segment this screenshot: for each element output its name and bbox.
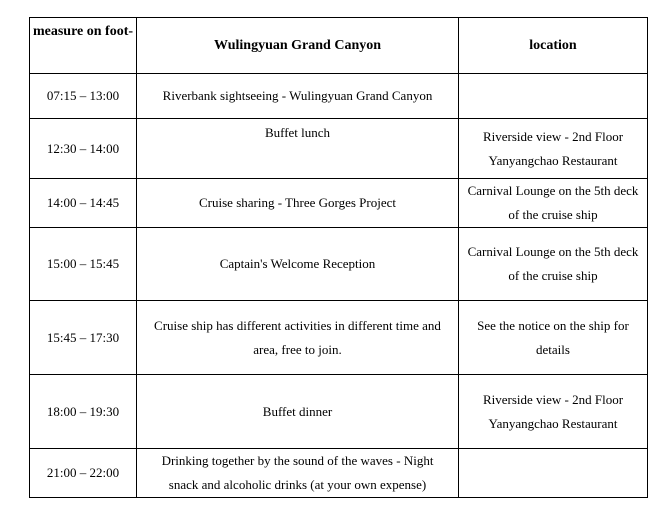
activity-text: Cruise sharing - Three Gorges Project <box>199 195 396 210</box>
table-row <box>30 119 648 179</box>
activity-text: Captain's Welcome Reception <box>219 256 376 271</box>
table-row <box>30 179 648 228</box>
time-text: 14:00 – 14:45 <box>46 195 120 210</box>
activity-cell <box>137 301 459 375</box>
time-cell <box>30 119 137 179</box>
time-text: 15:00 – 15:45 <box>46 256 120 271</box>
time-text: 12:30 – 14:00 <box>46 140 120 156</box>
location-cell <box>459 449 648 498</box>
location-text-line: Yanyangchao Restaurant <box>488 415 618 431</box>
time-cell <box>30 301 137 375</box>
table-row <box>30 375 648 449</box>
activity-text-line: Cruise ship has different activities in different time and <box>154 317 441 333</box>
location-text-line: See the notice on the ship for <box>477 317 629 333</box>
table-header-row <box>30 18 648 74</box>
activity-cell <box>137 74 459 119</box>
header-time-label: measure on foot- <box>32 24 134 39</box>
location-cell <box>459 228 648 301</box>
location-cell <box>459 375 648 449</box>
time-text: 15:45 – 17:30 <box>46 329 120 345</box>
location-text-line: Carnival Lounge on the 5th deck <box>467 244 639 259</box>
activity-text-line: area, free to join. <box>253 341 342 357</box>
activity-cell <box>137 179 459 228</box>
time-text: 21:00 – 22:00 <box>46 465 120 480</box>
location-text-line: Carnival Lounge on the 5th deck <box>467 183 639 198</box>
location-text-line: Riverside view - 2nd Floor <box>482 391 624 407</box>
activity-text-line: snack and alcoholic drinks (at your own expense) <box>168 477 427 492</box>
table-row <box>30 74 648 119</box>
table-row <box>30 228 648 301</box>
time-cell <box>30 449 137 498</box>
time-cell <box>30 228 137 301</box>
time-cell <box>30 179 137 228</box>
header-location-cell <box>459 18 648 74</box>
location-cell <box>459 179 648 228</box>
activity-cell <box>137 119 459 179</box>
time-cell <box>30 74 137 119</box>
header-activity-cell <box>137 18 459 74</box>
itinerary-table <box>29 17 648 498</box>
table-row <box>30 301 648 375</box>
location-text-line: of the cruise ship <box>508 207 598 222</box>
location-cell <box>459 301 648 375</box>
header-location-label: location <box>529 37 577 53</box>
table-row <box>30 449 648 498</box>
activity-text: Buffet dinner <box>262 403 333 419</box>
header-time-cell <box>30 18 137 74</box>
time-cell <box>30 375 137 449</box>
time-text: 07:15 – 13:00 <box>46 88 120 103</box>
location-text-line: of the cruise ship <box>508 268 598 283</box>
location-text-line: details <box>536 341 570 357</box>
activity-text: Buffet lunch <box>264 125 331 140</box>
location-text-line: Riverside view - 2nd Floor <box>482 128 624 144</box>
location-cell <box>459 74 648 119</box>
activity-cell <box>137 449 459 498</box>
header-activity-label: Wulingyuan Grand Canyon <box>213 37 382 53</box>
location-text-line: Yanyangchao Restaurant <box>488 152 618 168</box>
activity-text: Riverbank sightseeing - Wulingyuan Grand Canyon <box>162 88 433 103</box>
activity-text-line: Drinking together by the sound of the waves - Night <box>161 453 434 468</box>
location-cell <box>459 119 648 179</box>
activity-cell <box>137 228 459 301</box>
activity-cell <box>137 375 459 449</box>
time-text: 18:00 – 19:30 <box>46 403 120 419</box>
